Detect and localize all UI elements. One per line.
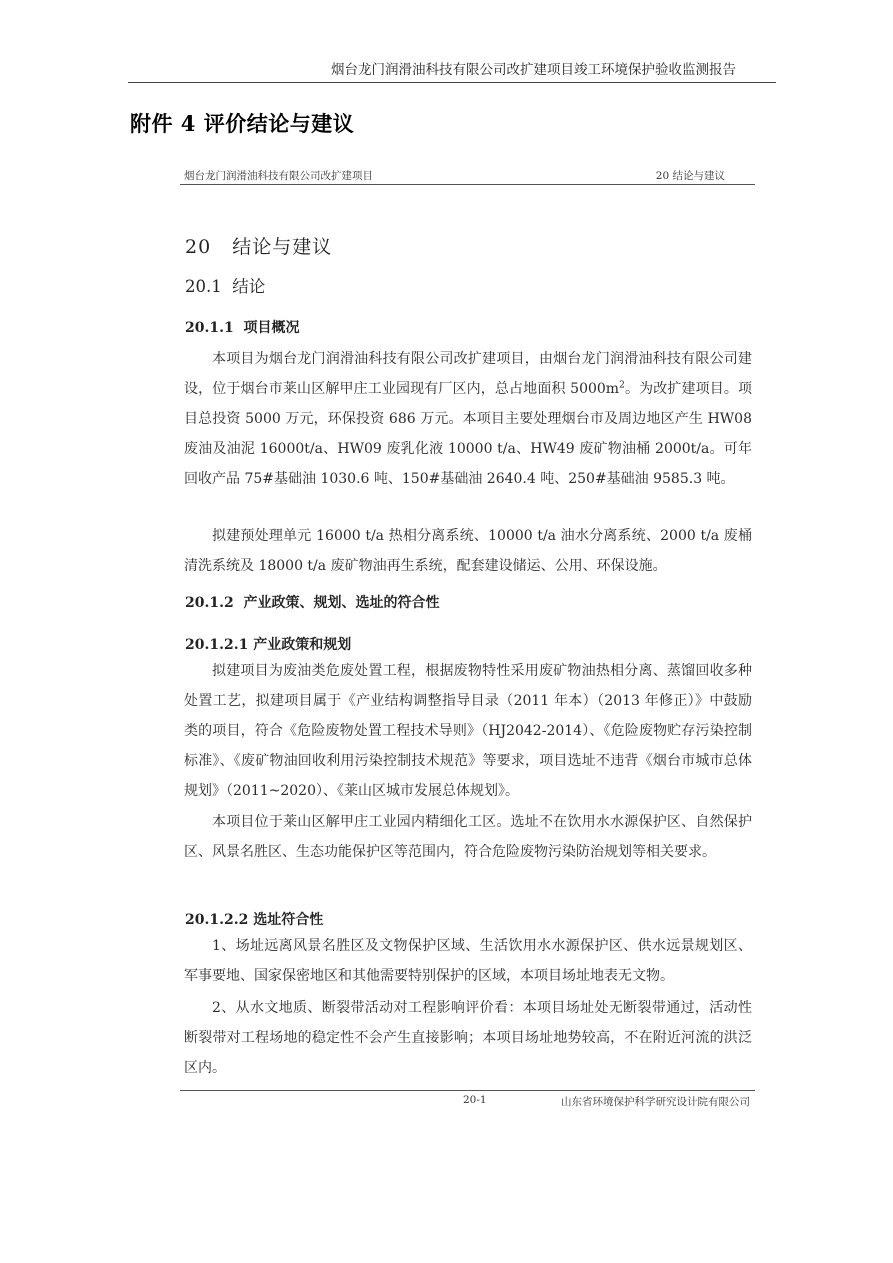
paragraph-site-location: 本项目位于莱山区解甲庄工业园内精细化工区。选址不在饮用水水源保护区、自然保护区、风景名胜区、生态功能保护区等范围内，符合危险废物污染防治规划等相关要求。 — [184, 814, 752, 860]
scanned-page — [180, 160, 755, 1120]
subsection-project-overview: 20.1.1 项目概况 — [185, 320, 300, 336]
subsection-policy-compliance: 20.1.2 产业政策、规划、选址的符合性 — [185, 595, 440, 611]
chapter-title: 20 结论与建议 — [185, 236, 333, 258]
paragraph-site-point-2: 2、从水文地质、断裂带活动对工程影响评价看：本项目场址处无断裂带通过，活动性断裂带对工程场地的稳定性不会产生直接影响；本项目场址地势较高，不在附近河流的洪泛区内。 — [184, 1000, 752, 1076]
inner-footer — [180, 1094, 755, 1110]
header-rule — [128, 82, 776, 83]
paragraph-project-overview — [184, 344, 752, 494]
inner-header-left: 烟台龙门润滑油科技有限公司改扩建项目 — [184, 170, 373, 182]
paragraph-project-overview-text-1: 本项目为烟台龙门润滑油科技有限公司改扩建项目，由烟台龙门润滑油科技有限公司建设，位于烟台市莱山区解甲庄工业园现有厂区内，总占地面积 5000m — [184, 351, 752, 397]
attachment-title: 附件 4 评价结论与建议 — [130, 111, 355, 136]
inner-header-rule — [180, 184, 755, 185]
paragraph-pretreatment: 拟建预处理单元 16000 t/a 热相分离系统、10000 t/a 油水分离系统、2000 t/a 废桶清洗系统及 18000 t/a 废矿物油再生系统，配套建设储运、公用、环保设施。 — [184, 528, 752, 574]
subsubsection-site-compliance: 20.1.2.2 选址符合性 — [185, 912, 324, 928]
page-number: 20-1 — [463, 1094, 487, 1106]
inner-footer-rule — [180, 1090, 755, 1091]
paragraph-site-point-1: 1、场址远离风景名胜区及文物保护区域、生活饮用水水源保护区、供水远景规划区、军事要地、国家保密地区和其他需要特别保护的区域，本项目场址地表无文物。 — [184, 938, 752, 984]
paragraph-policy-planning: 拟建项目为废油类危废处置工程，根据废物特性采用废矿物油热相分离、蒸馏回收多种处置工艺，拟建项目属于《产业结构调整指导目录（2011 年本）（2013 年修正）》中鼓励类的项目，符合《危险废物处置工程技术导则》（HJ2042-2014）、《危险废物贮存污染控制标准》、《废矿物油回收利用污染控制技术规范》等要求，项目选址不违背《烟台市城市总体规划》（2011~2020）、《莱山区城市发展总体规划》。 — [184, 663, 752, 799]
footer-organization: 山东省环境保护科学研究设计院有限公司 — [561, 1096, 750, 1108]
superscript-2: 2 — [619, 380, 625, 391]
inner-header-right: 20 结论与建议 — [655, 170, 725, 182]
paragraph-project-overview-text-2: 。为改扩建项目。项目总投资 5000 万元，环保投资 686 万元。本项目主要处理烟台市及周边地区产生 HW08 废油及油泥 16000t/a、HW09 废乳化液 10000 t/a、HW49 废矿物油桶 2000t/a。可年回收产品 75#基础油 1030.6 吨、150#基础油 2640.4 吨、250#基础油 9585.3 吨。 — [184, 381, 753, 487]
page-header: 烟台龙门润滑油科技有限公司改扩建项目竣工环境保护验收监测报告 — [331, 62, 736, 78]
section-title: 20.1 结论 — [185, 277, 266, 296]
subsubsection-policy-planning: 20.1.2.1 产业政策和规划 — [185, 637, 352, 653]
